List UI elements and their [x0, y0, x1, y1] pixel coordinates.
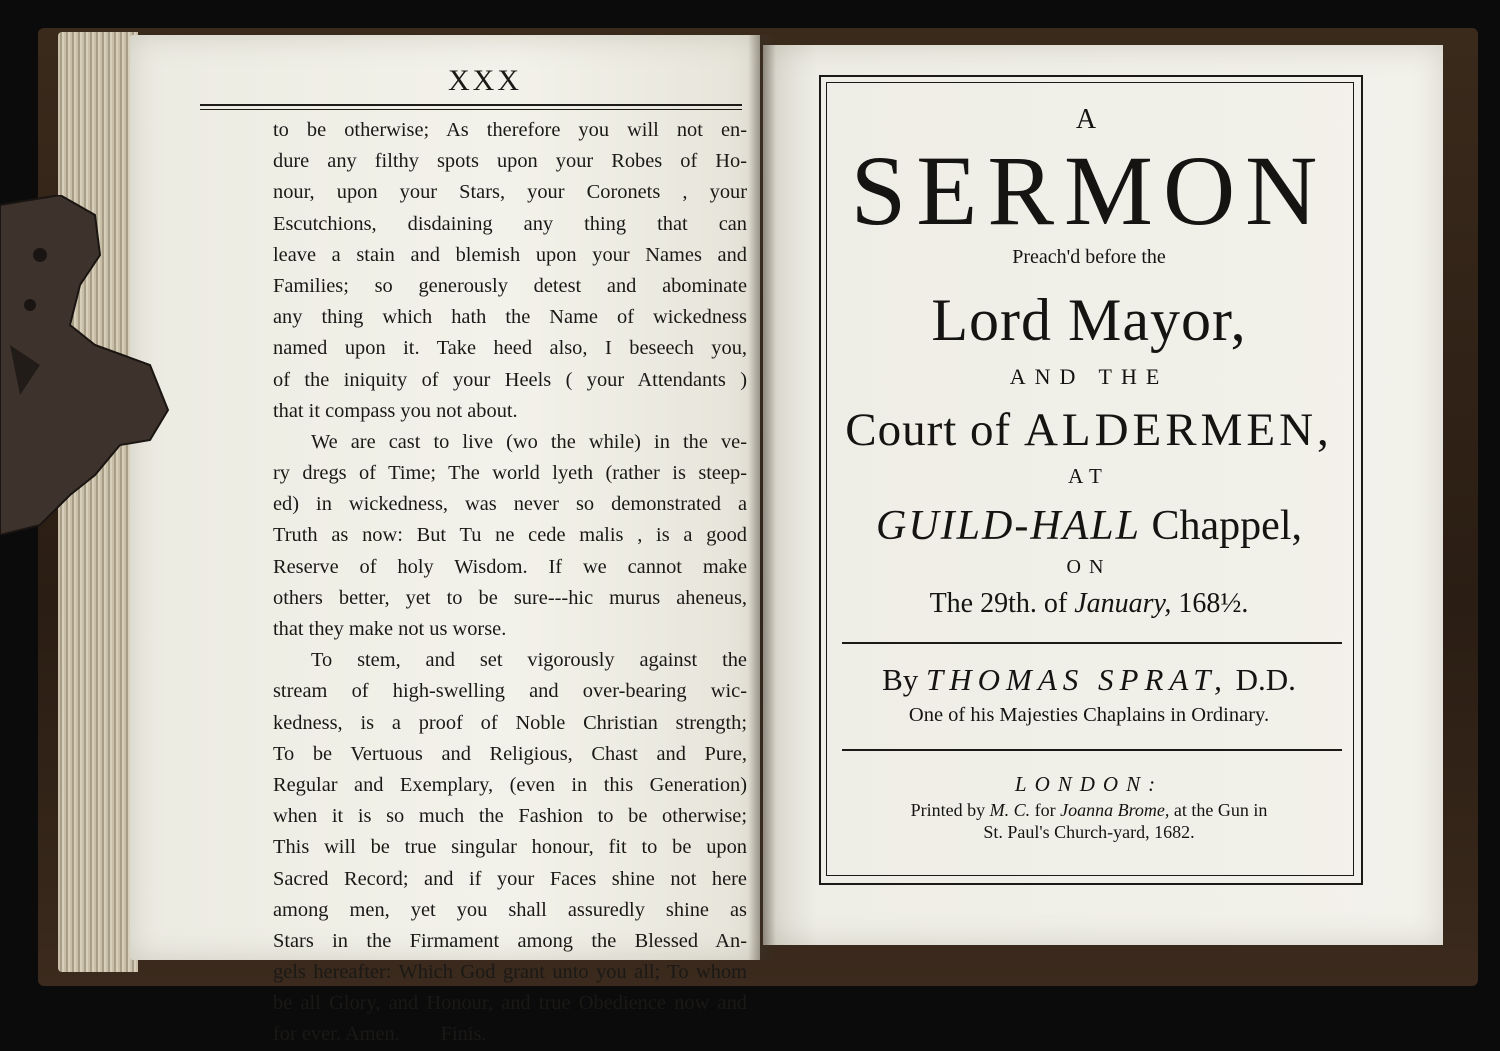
printed-for: for — [1034, 800, 1056, 820]
text-line: be all Glory, and Honour, and true Obedience now and — [273, 992, 747, 1015]
text-line: that it compass you not about. — [273, 399, 518, 422]
text-line: when it is so much the Fashion to be otherwise; — [273, 805, 747, 828]
text-line: among men, yet you shall assuredly shine as — [273, 898, 747, 921]
text-line: ry dregs of Time; The world lyeth (rather is steep- — [273, 462, 747, 485]
text-line: Regular and Exemplary, (even in this Generation) — [273, 773, 747, 796]
title-rule — [842, 642, 1342, 644]
text-line: of the iniquity of your Heels ( your Attendants ) — [273, 368, 747, 391]
text-line: To be Vertuous and Religious, Chast and Pure, — [273, 742, 747, 765]
text-line: stream of high-swelling and over-bearing wic- — [273, 680, 747, 703]
title-venue — [826, 496, 1352, 556]
text-line: Truth as now: But Tu ne cede malis , is a good — [273, 524, 747, 547]
text-line: Sacred Record; and if your Faces shine not here — [273, 867, 747, 890]
date-month: January, — [1074, 588, 1172, 619]
text-line: kedness, is a proof of Noble Christian strength; — [273, 711, 747, 734]
by-label: By — [882, 662, 919, 697]
text-line: dure any filthy spots upon your Robes of Ho- — [273, 150, 747, 173]
sermon-text — [273, 115, 747, 1051]
text-line: for ever. Amen. Finis. — [273, 1023, 487, 1046]
title-court-of: Court of — [845, 404, 1012, 456]
text-line: nour, upon your Stars, your Coronets , your — [273, 181, 747, 204]
title-preached: Preach'd before the — [1012, 246, 1166, 268]
title-article: A — [1075, 104, 1103, 135]
title-aldermen: ALDERMEN, — [1023, 404, 1333, 456]
text-line: To stem, and set vigorously against the — [311, 649, 747, 672]
title-lord-mayor: Lord Mayor, — [931, 287, 1247, 353]
book-gutter — [748, 35, 776, 960]
printed-suffix: at the Gun in — [1173, 800, 1268, 820]
title-rule — [842, 749, 1342, 751]
author-degree: D.D. — [1235, 662, 1296, 697]
text-line: Escutchions, disdaining any thing that can — [273, 212, 747, 235]
header-rule — [200, 104, 742, 110]
imprint-city: LONDON: — [1014, 772, 1164, 796]
author-name: THOMAS SPRAT, — [926, 662, 1228, 697]
title-date — [826, 588, 1352, 620]
text-line: Families; so generously detest and abominate — [273, 274, 747, 297]
date-year: 168½. — [1178, 588, 1249, 619]
title-chappel: Chappel, — [1151, 503, 1302, 549]
title-at: AT — [1068, 464, 1110, 488]
text-line: to be otherwise; As therefore you will not en- — [273, 119, 747, 141]
title-sermon: SERMON — [850, 135, 1328, 246]
author-title: One of his Majesties Chaplains in Ordinary. — [908, 704, 1270, 726]
title-and-the: AND THE — [1009, 364, 1169, 389]
title-guild-hall: GUILD-HALL — [876, 503, 1142, 549]
imprint-printer — [826, 800, 1352, 821]
title-author-line — [826, 662, 1352, 698]
title-on: ON — [1066, 556, 1112, 578]
page-number: XXX — [448, 64, 522, 97]
text-line: any thing which hath the Name of wickedness — [273, 306, 747, 329]
text-line: Reserve of holy Wisdom. If we cannot make — [273, 555, 747, 578]
title-court — [826, 400, 1352, 460]
text-line: leave a stain and blemish upon your Names and — [273, 243, 747, 266]
printer-name: M. C. — [989, 800, 1031, 820]
publisher-name: Joanna Brome, — [1060, 800, 1170, 820]
text-line: others better, yet to be sure---hic murus aheneus, — [273, 586, 747, 609]
text-line: ed) in wickedness, was never so demonstrated a — [273, 493, 747, 516]
text-line: This will be true singular honour, fit to be upon — [273, 836, 747, 859]
metal-clasp — [0, 195, 170, 535]
text-line: that they make not us worse. — [273, 618, 507, 640]
text-line: Stars in the Firmament among the Blessed An- — [273, 929, 747, 952]
imprint-location: St. Paul's Church-yard, 1682. — [983, 822, 1195, 842]
text-line: gels hereafter: Which God grant unto you all; To whom — [273, 961, 747, 984]
printed-prefix: Printed by — [910, 800, 986, 820]
text-line: named upon it. Take heed also, I beseech you, — [273, 337, 747, 360]
text-line: We are cast to live (wo the while) in the ve- — [311, 430, 747, 453]
date-prefix: The 29th. of — [929, 588, 1068, 619]
